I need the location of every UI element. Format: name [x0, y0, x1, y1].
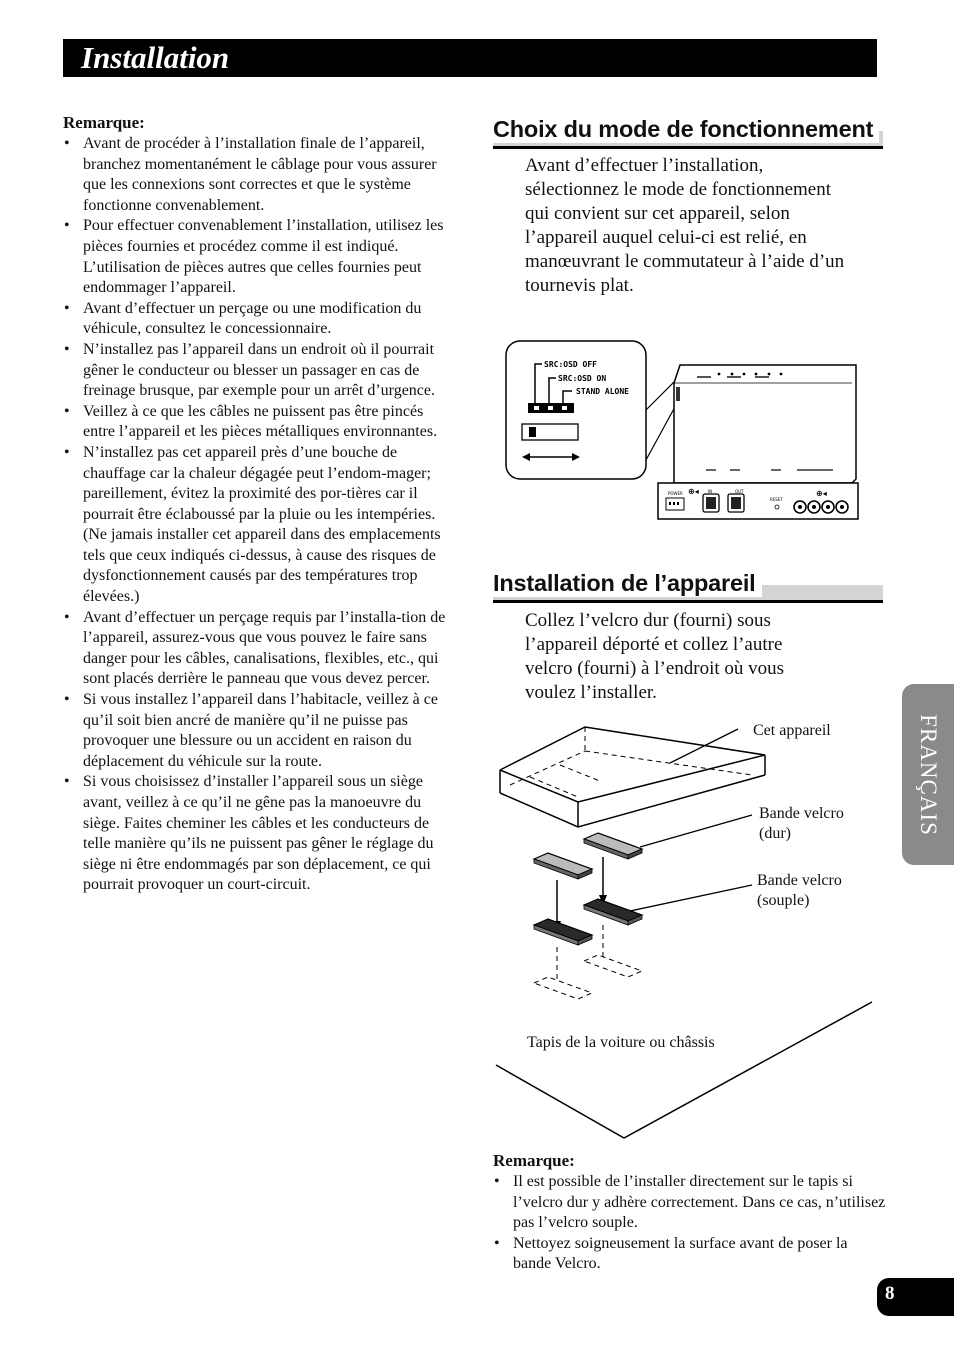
bottom-note-list [493, 1172, 888, 1275]
floor-label: Tapis de la voiture ou châssis [527, 1034, 715, 1051]
soft-velcro-label-2: (souple) [757, 892, 810, 909]
list-item: • Avant d’effectuer un perçage requis par l’installa-tion de l’appareil, assurez-vous que vous pouvez le faire sans danger pour les câbles, canalisations, flexibles, etc., qui sont placés derrière le panneau que vous devez percer. [63, 608, 458, 690]
language-tab [902, 684, 954, 865]
language-tab-label: FRANÇAIS [916, 713, 941, 836]
section2-heading-text: Installation de l’appareil [493, 570, 762, 597]
list-item: • Pour effectuer convenablement l’installation, utilisez les pièces fournies et procédez comme il est indiqué. L’utilisation de pièces autres que celles fournies peut endommager l’appareil. [63, 216, 458, 298]
switch-label-osd-on: SRC:OSD ON [558, 374, 607, 383]
list-item: • N’installez pas l’appareil dans un endroit où il pourrait gêner le conducteur ou blesser un passager en cas de freinage brusque, par exemple pour un arrêt d’urgence. [63, 340, 458, 402]
installation-diagram [490, 715, 890, 1145]
left-note [63, 113, 458, 896]
hard-velcro-label-2: (dur) [759, 825, 791, 842]
svg-text:⊕◂: ⊕◂ [688, 487, 699, 496]
list-item: • Il est possible de l’installer directement sur le tapis si l’velcro dur y adhère correctement. Dans ce cas, n’utilisez pas l’velcro souple. [493, 1172, 888, 1234]
list-item: • N’installez pas cet appareil près d’une bouche de chauffage car la chaleur dégagée peut l’endom-mager; pareillement, évitez la proximité des por-tières car il pourrait être éclaboussé par la pluie ou les intempéries. (Ne jamais installer cet appareil dans des emplacements tels que ceux indiqués ci-dessus, à cause des risques de dysfonctionnement causés par des températures trop élevées.) [63, 443, 458, 608]
section1-heading-text: Choix du mode de fonctionnement [493, 116, 879, 143]
panel-out-label: OUT [735, 489, 744, 494]
panel-power-label: POWER [668, 491, 683, 496]
list-item: • Nettoyez soigneusement la surface avant de poser la bande Velcro. [493, 1234, 888, 1275]
mode-switch-diagram [500, 335, 865, 525]
section1-text: Avant d’effectuer l’installation, sélectionnez le mode de fonctionnement qui convient sur cet appareil, selon l’appareil auquel celui-ci est relié, en manœuvrant le commutateur à l’aide d’un tournevis plat. [525, 155, 845, 296]
panel-reset-label: RESET [770, 497, 783, 502]
panel-in-label: IN [708, 489, 713, 494]
hard-velcro-label-1: Bande velcro [759, 805, 844, 822]
list-item: • Avant d’effectuer un perçage ou une modification du véhicule, consultez le concessionnaire. [63, 299, 458, 340]
svg-text:⊕◂: ⊕◂ [816, 489, 827, 498]
list-item: • Si vous choisissez d’installer l’appareil sous un siège avant, veillez à ce qu’il ne gêne pas la manoeuvre du siège. Faites cheminer les câbles et les conducteurs de telle manière qu’ils ne puissent pas gêner le réglage du siège ni être endommagés par son déplacement, ce qui pourrait provoquer un court-circuit. [63, 772, 458, 896]
section2-text: Collez l’velcro dur (fourni) sous l’appareil déporté et collez l’autre velcro (fourni) à l’endroit où vous voulez l’installer. [525, 610, 785, 703]
header-bar [63, 39, 877, 77]
list-item: • Si vous installez l’appareil dans l’habitacle, veillez à ce qu’il soit bien ancré de manière qu’il ne puisse pas provoquer une blessure ou un accident en raison du déplacement du véhicule sur la route. [63, 690, 458, 772]
bottom-note [493, 1151, 888, 1275]
page-number: 8 [885, 1283, 895, 1304]
left-note-list [63, 134, 458, 896]
switch-label-osd-off: SRC:OSD OFF [544, 360, 597, 369]
switch-label-stand-alone: STAND ALONE [576, 387, 629, 396]
section2-heading [493, 566, 883, 603]
soft-velcro-label-1: Bande velcro [757, 872, 842, 889]
section1-heading [493, 112, 883, 149]
page-number-badge [877, 1278, 954, 1316]
left-note-title: Remarque: [63, 113, 145, 132]
page-title: Installation [81, 40, 230, 75]
list-item: • Veillez à ce que les câbles ne puissent pas être pincés entre l’appareil et les pièces métalliques environnantes. [63, 402, 458, 443]
unit-label: Cet appareil [753, 722, 831, 739]
bottom-note-title: Remarque: [493, 1151, 575, 1170]
list-item: • Avant de procéder à l’installation finale de l’appareil, branchez momentanément le câblage pour vous assurer que les connexions sont correctes et que le système fonctionne convenablement. [63, 134, 458, 216]
